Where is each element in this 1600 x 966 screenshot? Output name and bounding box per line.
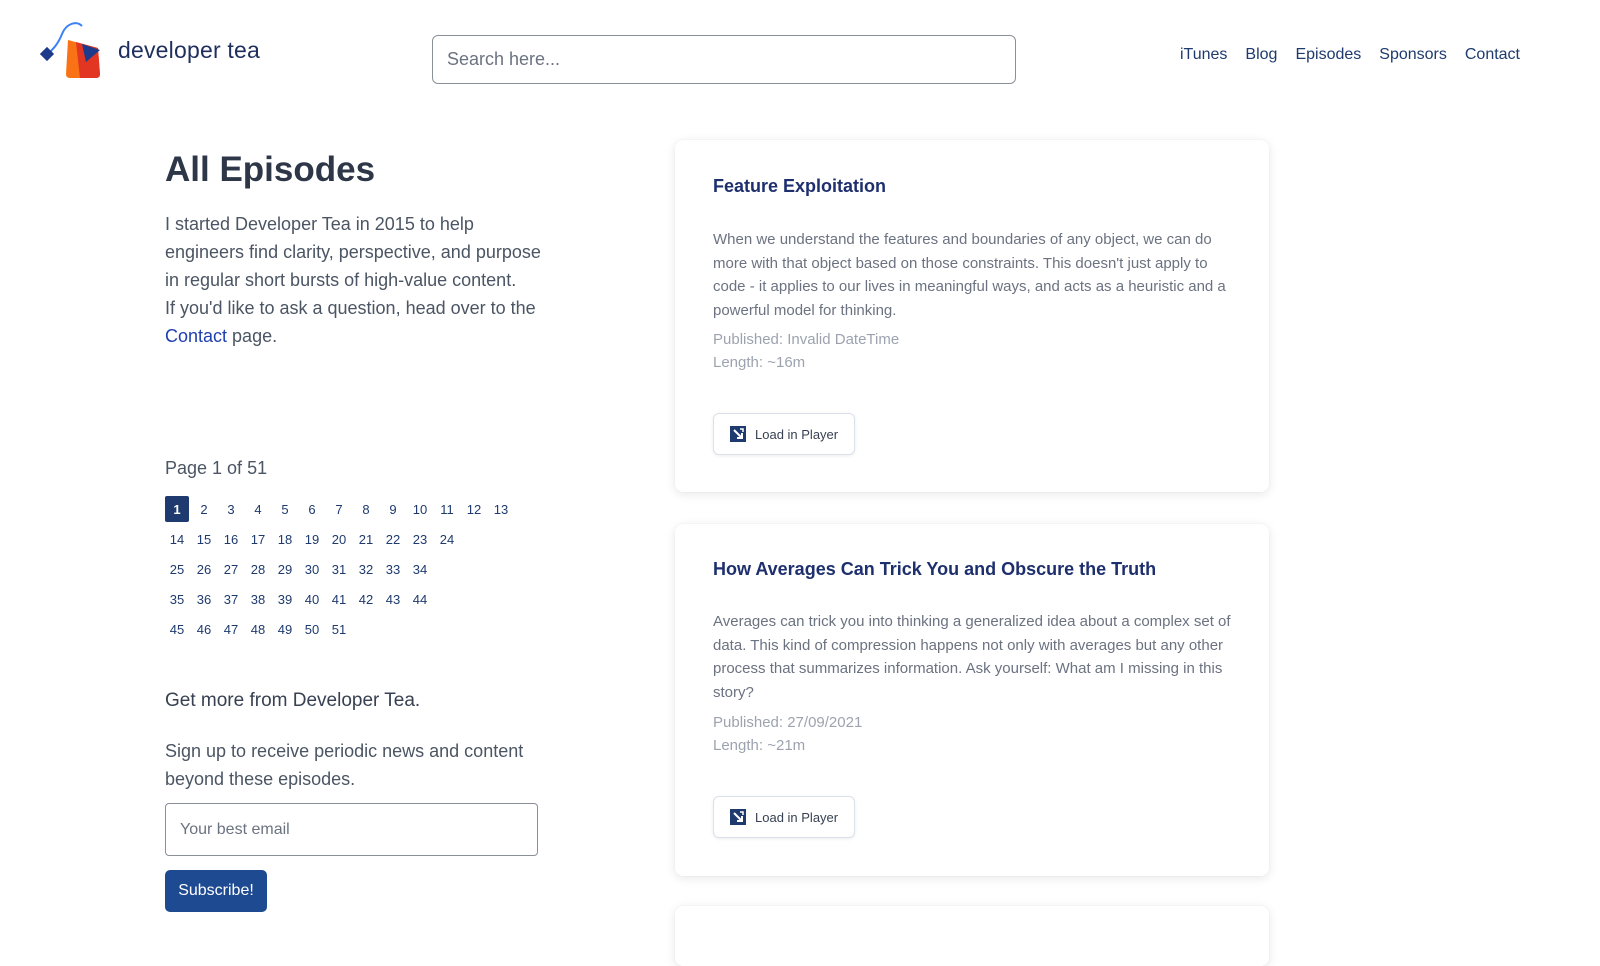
subscribe-button[interactable]: Subscribe! [165,870,267,912]
page-link-31[interactable]: 31 [331,561,347,577]
page-link-21[interactable]: 21 [358,531,374,547]
episode-description: Averages can trick you into thinking a generalized idea about a complex set of data. This kind of compression happens not only with averages but any other process that summarizes information. Ask yourself: What am I missing in this story? [713,613,1231,701]
nav-episodes[interactable]: Episodes [1295,46,1362,63]
pagination-label: Page 1 of 51 [165,458,268,478]
page-link-15[interactable]: 15 [196,531,212,547]
page-link-18[interactable]: 18 [277,531,293,547]
page-link-4[interactable]: 4 [254,501,262,517]
episode-length: Length: ~21m [713,737,806,754]
page-link-5[interactable]: 5 [281,501,289,517]
page-link-27[interactable]: 27 [223,561,239,577]
page-link-40[interactable]: 40 [304,591,320,607]
episode-card [675,524,1269,876]
load-in-player-label: Load in Player [755,809,839,825]
page-link-22[interactable]: 22 [385,531,401,547]
intro-text [165,210,545,350]
page-link-41[interactable]: 41 [331,591,347,607]
intro-paragraph: I started Developer Tea in 2015 to help engineers find clarity, perspective, and purpose in regular short bursts of high-value content. [165,214,541,290]
newsletter-title: Get more from Developer Tea. [165,690,421,711]
newsletter-text: Sign up to receive periodic news and content beyond these episodes. [165,741,524,789]
pagination-row [165,524,525,554]
page-link-49[interactable]: 49 [277,621,293,637]
email-field[interactable] [165,803,538,856]
page-link-2[interactable]: 2 [200,501,208,517]
page-link-34[interactable]: 34 [412,561,428,577]
page-link-26[interactable]: 26 [196,561,212,577]
pagination-row [165,614,525,644]
nav-contact[interactable]: Contact [1464,46,1520,63]
page-link-14[interactable]: 14 [169,531,185,547]
page-link-36[interactable]: 36 [196,591,212,607]
page-link-3[interactable]: 3 [227,501,235,517]
intro-contact-after: page. [227,326,278,346]
page-link-48[interactable]: 48 [250,621,266,637]
load-player-icon [729,425,747,443]
episode-length: Length: ~16m [713,354,806,371]
page-link-32[interactable]: 32 [358,561,374,577]
nav-itunes[interactable]: iTunes [1179,46,1228,63]
page-link-47[interactable]: 47 [223,621,239,637]
page-link-24[interactable]: 24 [439,531,455,547]
load-player-icon [729,808,747,826]
intro-section [165,148,545,350]
page-link-13[interactable]: 13 [493,501,509,517]
intro-contact-paragraph [165,294,545,350]
episode-description: When we understand the features and boundaries of any object, we can do more with that object based on those constraints. This doesn't just apply to code - it applies to our lives in meaningful ways, and acts as a heuristic and a powerful model for thinking. [713,231,1226,319]
contact-link[interactable]: Contact [165,326,228,346]
episode-card [675,906,1269,966]
page-link-51[interactable]: 51 [331,621,347,637]
pagination-row [165,584,525,614]
page-link-12[interactable]: 12 [466,501,482,517]
load-in-player-button[interactable] [713,796,855,838]
page-link-23[interactable]: 23 [412,531,428,547]
page-link-10[interactable]: 10 [412,501,428,517]
page-link-1[interactable]: 1 [165,496,189,522]
page-link-44[interactable]: 44 [412,591,428,607]
page-link-11[interactable]: 11 [440,501,454,517]
page-link-28[interactable]: 28 [250,561,266,577]
page-link-7[interactable]: 7 [335,501,343,517]
episode-published: Published: Invalid DateTime [713,331,900,348]
load-in-player-label: Load in Player [755,426,839,442]
page-link-25[interactable]: 25 [169,561,185,577]
page-link-30[interactable]: 30 [304,561,320,577]
page-link-8[interactable]: 8 [362,501,370,517]
brand-link[interactable] [40,18,260,82]
page-link-16[interactable]: 16 [223,531,239,547]
page-link-50[interactable]: 50 [304,621,320,637]
page-title: All Episodes [165,150,376,189]
brand-name: developer tea [118,36,260,63]
top-nav [1180,46,1520,64]
episode-title[interactable]: How Averages Can Trick You and Obscure the Truth [713,559,1157,579]
intro-contact-before: If you'd like to ask a question, head over to the [165,298,536,318]
page-link-17[interactable]: 17 [250,531,266,547]
page-link-9[interactable]: 9 [389,501,397,517]
page-link-42[interactable]: 42 [358,591,374,607]
page-link-39[interactable]: 39 [277,591,293,607]
load-in-player-button[interactable] [713,413,855,455]
page-link-35[interactable]: 35 [169,591,185,607]
episode-published: Published: 27/09/2021 [713,714,863,731]
page-link-20[interactable]: 20 [331,531,347,547]
page-link-6[interactable]: 6 [308,501,316,517]
pagination-row [165,494,525,524]
episode-card [675,140,1269,492]
pagination [165,494,525,644]
page-link-43[interactable]: 43 [385,591,401,607]
page-link-45[interactable]: 45 [169,621,185,637]
search-input[interactable] [432,35,1016,84]
page-link-29[interactable]: 29 [277,561,293,577]
teabag-logo-icon [40,18,108,82]
nav-blog[interactable]: Blog [1245,46,1278,63]
page-link-33[interactable]: 33 [385,561,401,577]
site-header [0,0,1600,120]
episode-title[interactable]: Feature Exploitation [713,176,887,196]
page-link-38[interactable]: 38 [250,591,266,607]
pagination-row [165,554,525,584]
page-link-19[interactable]: 19 [304,531,320,547]
page-link-37[interactable]: 37 [223,591,239,607]
page-link-46[interactable]: 46 [196,621,212,637]
nav-sponsors[interactable]: Sponsors [1379,46,1447,63]
